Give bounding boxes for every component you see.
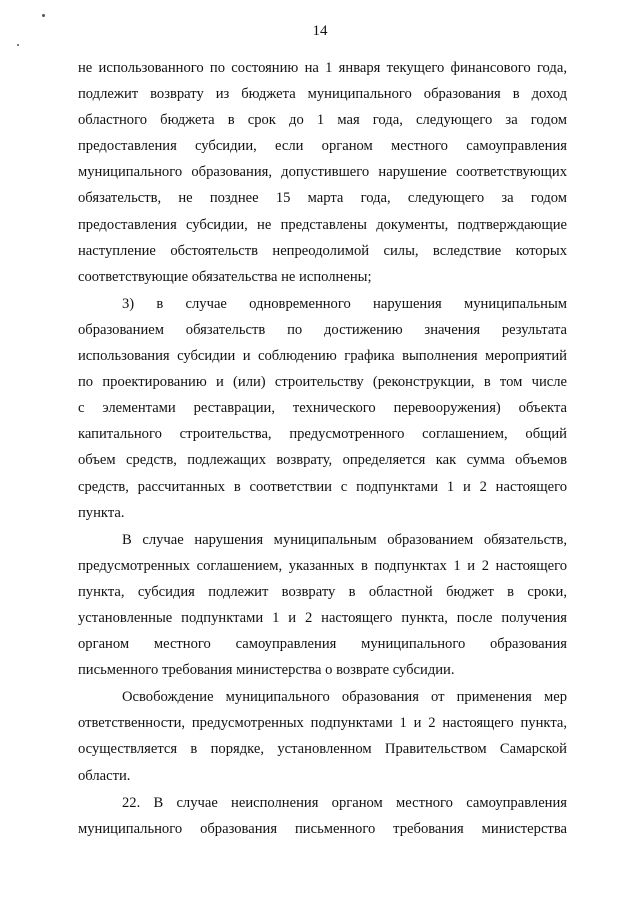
text-line: установленные подпунктами 1 и 2 настоящего пункта, после получения: [78, 609, 567, 626]
text-line: наступление обстоятельств непреодолимой силы, вследствие которых: [78, 242, 567, 259]
paragraph-exemption: [78, 684, 567, 788]
text-line: письменного требования министерства о возврате субсидии.: [78, 662, 455, 679]
text-line: областного бюджета в срок до 1 мая года, следующего за годом: [78, 112, 567, 129]
paragraph-subitem-3: [78, 291, 567, 526]
text-line: соответствующие обязательства не исполнены;: [78, 268, 372, 285]
paragraph-continuation: [78, 55, 567, 290]
text-line: осуществляется в порядке, установленном Правительством Самарской: [78, 741, 567, 758]
text-line: с элементами реставрации, технического перевооружения) объекта: [78, 400, 567, 417]
scan-speck: [42, 14, 45, 17]
text-line: объем средств, подлежащих возврату, определяется как сумма объемов: [78, 452, 567, 469]
scan-speck: [17, 44, 19, 46]
text-line: по проектированию и (или) строительству (реконструкции, в том числе: [78, 374, 567, 391]
text-line: ответственности, предусмотренных подпунктами 1 и 2 настоящего пункта,: [78, 715, 567, 732]
text-line: предоставления субсидии, не представлены документы, подтверждающие: [78, 216, 567, 233]
text-line: муниципального образования, допустившего нарушение соответствующих: [78, 164, 567, 181]
text-line: предусмотренных соглашением, указанных в подпунктах 1 и 2 настоящего: [78, 557, 567, 574]
text-line: органом местного самоуправления муниципального образования: [78, 636, 567, 653]
paragraph-violation: [78, 527, 567, 684]
text-line: Освобождение муниципального образования от применения мер: [122, 689, 567, 706]
page-number: 14: [312, 23, 328, 39]
text-line: обязательств, не позднее 15 марта года, следующего за годом: [78, 190, 567, 207]
text-line: 22. В случае неисполнения органом местного самоуправления: [122, 794, 567, 811]
text-line: области.: [78, 767, 131, 784]
text-line: подлежит возврату из бюджета муниципального образования в доход: [78, 86, 567, 103]
text-line: не использованного по состоянию на 1 января текущего финансового года,: [78, 60, 567, 76]
text-line: муниципального образования письменного требования министерства: [78, 820, 567, 837]
text-line: пункта, субсидия подлежит возврату в областной бюджет в сроки,: [78, 583, 567, 600]
text-line: В случае нарушения муниципальным образованием обязательств,: [122, 531, 567, 548]
text-line: использования субсидии и соблюдению графика выполнения мероприятий: [78, 348, 567, 365]
text-line: капитального строительства, предусмотренного соглашением, общий: [78, 426, 567, 443]
document-body: [78, 55, 567, 843]
text-line: пункта.: [78, 504, 125, 521]
text-line: средств, рассчитанных в соответствии с подпунктами 1 и 2 настоящего: [78, 478, 567, 495]
text-line: предоставления субсидии, если органом местного самоуправления: [78, 138, 567, 155]
text-line: образованием обязательств по достижению значения результата: [78, 321, 567, 338]
paragraph-item-22: [78, 790, 567, 842]
text-line: 3) в случае одновременного нарушения муниципальным: [122, 295, 567, 312]
